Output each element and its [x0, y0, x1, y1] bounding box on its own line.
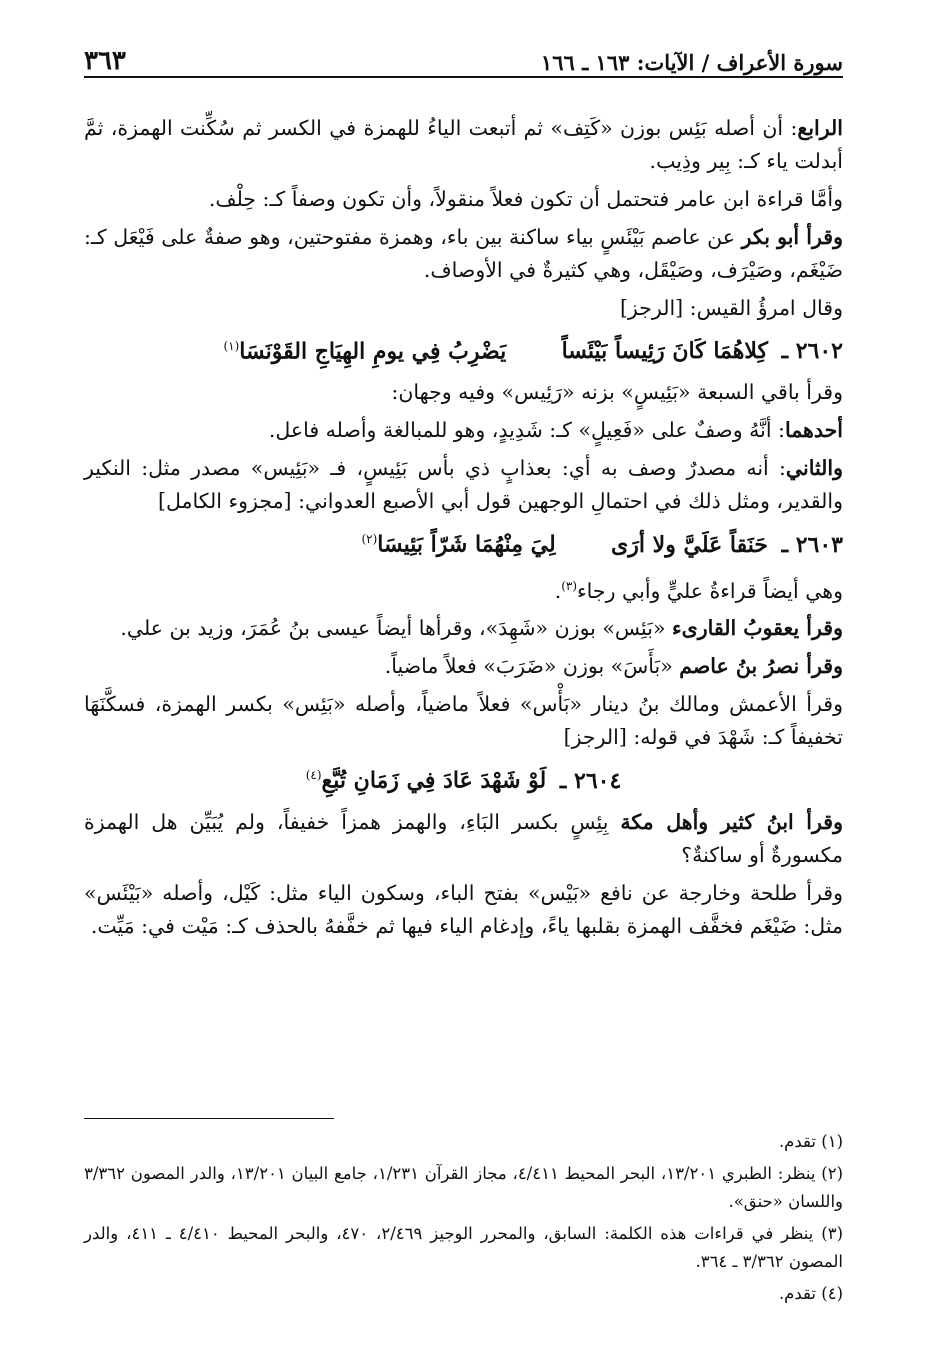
paragraph: وهي أيضاً قراءةُ عليٍّ وأبي رجاء$^{(٣)}$.	[554, 578, 843, 603]
paragraph	[84, 452, 843, 518]
footnotes	[84, 1128, 843, 1312]
paragraph	[84, 112, 843, 178]
paragraph-lead: وقرأ يعقوبُ القارىء	[672, 616, 843, 641]
paragraph-lead: الرابع	[797, 116, 843, 140]
footnote: (١) تقدم.	[778, 1132, 843, 1151]
main-text	[84, 112, 843, 948]
paragraph-lead: والثاني	[785, 456, 843, 481]
paragraph-text: وقال امرؤُ القيس: [الرجز]	[619, 296, 843, 320]
paragraph	[84, 376, 843, 409]
verse-hemistich: حَنَقاً عَلَيَّ ولا أرَى	[611, 531, 768, 558]
paragraph-text: وأمَّا قراءة ابن عامر فتحتمل أن تكون فعلاً منقولاً، وأن تكون وصفاً كـ: حِلْف.	[208, 187, 843, 211]
paragraph-lead: أحدهما	[784, 418, 843, 443]
paragraph-text: عن عاصم بَيْئَسٍ بياء ساكنة بين باء، وهمزة مفتوحتين، وهو صفةٌ على فَيْعَل كـ: ضَيْغَم، وصَيْرَف، وصَيْقَل، وهي كثيرةٌ في الأوصاف.	[84, 225, 843, 282]
paragraph	[84, 612, 843, 645]
paragraph-text: «بَأَسَ» بوزن «ضَرَبَ» فعلاً ماضياً.	[384, 654, 680, 679]
paragraph	[84, 688, 843, 754]
verse-hemistich: كِلاهُمَا كَانَ رَئِيساً بَيْئَساً	[561, 338, 768, 365]
paragraph-lead: وقرأ نصرُ بنُ عاصم	[679, 654, 843, 679]
header-rule	[84, 76, 843, 78]
footnote-ref: (١)	[223, 339, 240, 353]
footnote: (٣) ينظر في قراءات هذه الكلمة: السابق، والمحرر الوجيز ٢/٤٦٩، ٤٧٠، والبحر المحيط ٤/٤١٠ ـ ٤١١، والدر المصون ٣/٣٦٢ ـ ٣٦٤.	[84, 1224, 843, 1271]
paragraph-text: : أن أصله بَئِس بوزن «كَتِف» ثم أتبعت الياءُ للهمزة في الكسر ثم سُكِّنت الهمزة، ثمَّ أبدلت ياء كـ: بِير وذِيب.	[84, 116, 843, 173]
paragraph-text: وقرأ باقي السبعة «بَئِيسٍ» بزنه «رَئِيس» وفيه وجهان:	[391, 380, 843, 405]
paragraph-lead: وقرأ ابنُ كثير وأهل مكة	[620, 809, 843, 834]
footnote: (٢) ينظر: الطبري ١٣/٢٠١، البحر المحيط ٤/٤١١، مجاز القرآن ١/٢٣١، جامع البيان ١٣/٢٠١، والدر المصون ٣/٣٦٢ واللسان «حنق».	[84, 1164, 844, 1211]
paragraph	[84, 292, 843, 325]
footnote-ref: (٢)	[361, 532, 378, 547]
paragraph-text: : أنَّهُ وصفٌ على «فَعِيلٍ» كـ: شَدِيدٍ، وهو للمبالغة وأصله فاعل.	[268, 418, 785, 443]
paragraph	[84, 221, 843, 287]
paragraph-text: بِئِسٍ بكسر البَاءِ، والهمز همزاً خفيفاً، ولم يُبَيِّن هل الهمزة مكسورةٌ أو ساكنةٌ؟	[84, 809, 843, 867]
verse-number: ٢٦٠٤ ـ	[559, 767, 622, 794]
paragraph-text: وقرأ طلحة وخارجة عن نافع «بَيْس» بفتح الباء، وسكون الياء مثل: كَيْل، وأصله «بَيْئَس» مثل: ضَيْغَم فخفَّف الهمزة بقلبها ياءً، وإدغام الياء فيها ثم خفَّفهُ بالحذف كـ: مَيْت في: مَيِّت.	[84, 880, 843, 938]
paragraph-text: وقرأ الأعمش ومالك بنُ دينار «بَأْس» فعلاً ماضياً، وأصله «بَئِس» بكسر الهمزة، فسكَّنَهَا تخفيفاً كـ: شَهْدَ في قوله: [الرجز]	[84, 692, 843, 750]
paragraph	[84, 650, 843, 683]
verse-hemistich: لِيَ مِنْهُمَا شَرّاً بَئِيسَا	[377, 531, 556, 558]
running-title: سورة الأعراف / الآيات: ١٦٣ ـ ١٦٦	[540, 50, 843, 75]
paragraph-lead: وقرأ أبو بكر	[741, 225, 844, 249]
verse-hemistich: لَوْ شَهْدَ عَادَ فِي زَمَانِ تُبَّعِ	[321, 767, 547, 794]
footnote-separator	[84, 1118, 334, 1119]
page-number: ٣٦٣	[84, 46, 126, 76]
verse-line	[84, 330, 843, 368]
paragraph-text: : أنه مصدرٌ وصف به أي: بعذابٍ ذي بأس بَئِيسٍ، فـ «بَئِيس» مصدر مثل: النكير والقدير، ومثل ذلك في احتمالِ الوجهين قول أبي الأصبع العدواني: [مجزوء الكامل]	[84, 456, 843, 514]
paragraph	[84, 183, 843, 216]
verse-line	[84, 759, 843, 797]
footnote-ref: (٣)	[561, 578, 578, 593]
footnote-ref: (٤)	[305, 768, 322, 783]
paragraph	[84, 877, 843, 943]
paragraph-text: وهي أيضاً قراءةُ عليٍّ وأبي رجاء	[577, 578, 843, 603]
verse-number: ٢٦٠٣ ـ	[781, 531, 843, 558]
paragraph-text: «بَئِس» بوزن «شَهِدَ»، وقرأها أيضاً عيسى بنُ عُمَرَ، وزيد بن علي.	[120, 616, 673, 641]
page-header	[84, 42, 843, 82]
footnote: (٤) تقدم.	[778, 1284, 843, 1303]
verse-hemistich: يَضْرِبُ فِي يومِ الهِيَاجِ القَوْنَسَا	[239, 338, 507, 365]
paragraph	[84, 414, 843, 447]
verse-line	[84, 523, 843, 561]
paragraph	[84, 806, 843, 872]
verse-number: ٢٦٠٢ ـ	[781, 338, 843, 365]
